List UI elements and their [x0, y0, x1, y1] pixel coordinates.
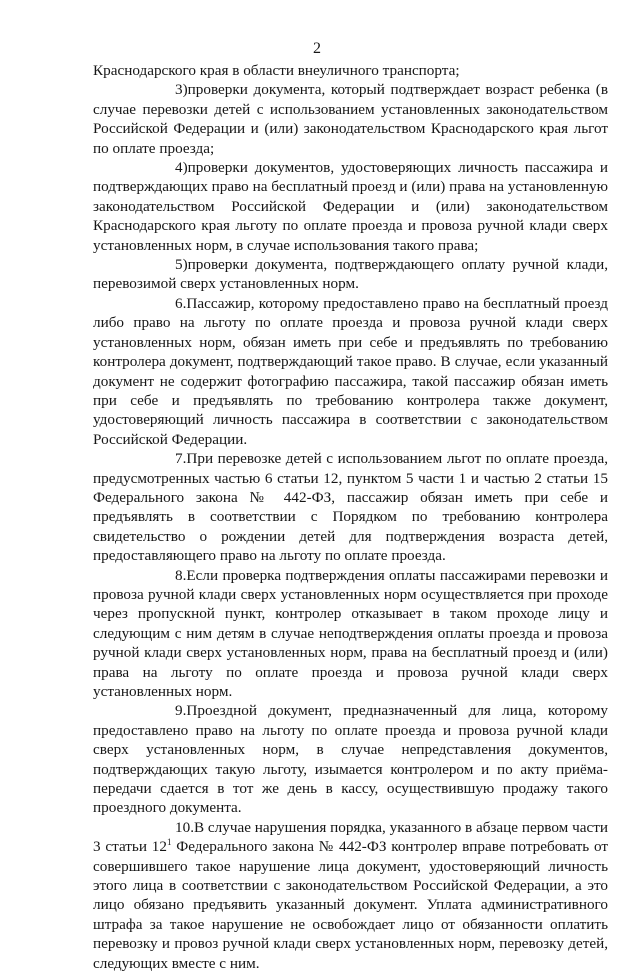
paragraph-9 — [93, 701, 608, 817]
item-number: 8. — [175, 566, 187, 584]
item-number: 9. — [175, 702, 187, 720]
superscript-marker: 1 — [166, 837, 172, 848]
paragraph-8 — [93, 566, 608, 702]
list-item-3 — [93, 80, 608, 158]
document-body — [93, 61, 608, 973]
list-item-5 — [93, 255, 608, 294]
item-text: При перевозке детей с использованием льгот по оплате проезда, предусмотренных частью 6 статьи 12, пунктом 5 части 1 и частью 2 статьи 15 Федерального закона № 442-ФЗ, пассажир обязан иметь при себе и предъявлять в соответствии с Порядком по требованию контролера свидетельство о рождении детей для подтверждения возраста детей, предоставляющего право на льготу по оплате проезда. — [93, 450, 608, 565]
item-number: 4) — [175, 159, 188, 177]
item-number: 10. — [175, 818, 194, 836]
item-text-end: Федерального закона № 442-ФЗ контролер вправе потребовать от совершившего такое нарушение лица документ, удостоверяющий личность этого лица в соответствии с законодательством Российской Федерации, а это лицо обязано предъявить указанный документ. Уплата административного штрафа за такое нарушение не освобождает лицо от обязанности оплатить перевозку и провоз ручной клади сверх установленных норм, перевозку детей, следующих вместе с ним. — [93, 838, 608, 972]
item-number: 5) — [175, 256, 188, 274]
item-number: 6. — [175, 294, 187, 312]
item-text: Пассажир, которому предоставлено право на бесплатный проезд либо право на льготу по оплате проезда и провоза ручной клади сверх установленных норм, обязан иметь при себе и предъявлять по требованию контролера документ, подтверждающий такое право. В случае, если указанный документ не содержит фотографию пассажира, такой пассажир обязан иметь при себе и предъявлять по требованию контролера также документ, удостоверяющий личность пассажира в соответствии с законодательством Российской Федерации. — [93, 294, 608, 448]
item-text: проверки документа, который подтверждает возраст ребенка (в случае перевозки детей с использованием установленных законодательством Российской Федерации и (или) законодательством Краснодарского края льгот по оплате проезда; — [93, 81, 608, 157]
item-text: Проездной документ, предназначенный для лица, которому предоставлено право на льготу по оплате проезда и провоза ручной клади сверх установленных норм, в случае непредставления документов, подтверждающих такую льготу, изымается контролером и по акту приёма-передачи сдается в тот же день в кассу, осуществившую продажу такого проездного документа. — [93, 702, 608, 817]
paragraph-7 — [93, 449, 608, 565]
item-text-start: В случае нарушения порядка, указанного в абзаце первом части 3 статьи 12 — [93, 818, 608, 856]
item-number: 7. — [175, 450, 187, 468]
paragraph-10 — [93, 818, 608, 973]
item-text: Если проверка подтверждения оплаты пассажирами перевозки и провоза ручной клади сверх установленных норм осуществляется при проходе через пропускной пункт, контролер отказывает в таком проходе лицу и следующим с ним детям в случае неподтверждения оплаты проезда и провоза ручной клади сверх установленных норм, права на бесплатный проезд и (или) права на льготу по оплате проезда и провоза ручной клади сверх установленных норм. — [93, 566, 608, 700]
page-number: 2 — [313, 40, 321, 57]
item-text: проверки документов, удостоверяющих личность пассажира и подтверждающих право на бесплатный проезд и (или) права на установленную законодательством Российской Федерации и (или) законодательством Краснодарского края льготу по оплате проезда и провоза ручной клади сверх установленных норм, в случае использования такого права; — [93, 159, 608, 254]
paragraph-6 — [93, 294, 608, 449]
continuation-text: Краснодарского края в области внеуличного транспорта; — [93, 62, 460, 79]
item-text: проверки документа, подтверждающего оплату ручной клади, перевозимой сверх установленных норм. — [93, 256, 608, 293]
list-item-4 — [93, 158, 608, 255]
item-number: 3) — [175, 81, 188, 99]
